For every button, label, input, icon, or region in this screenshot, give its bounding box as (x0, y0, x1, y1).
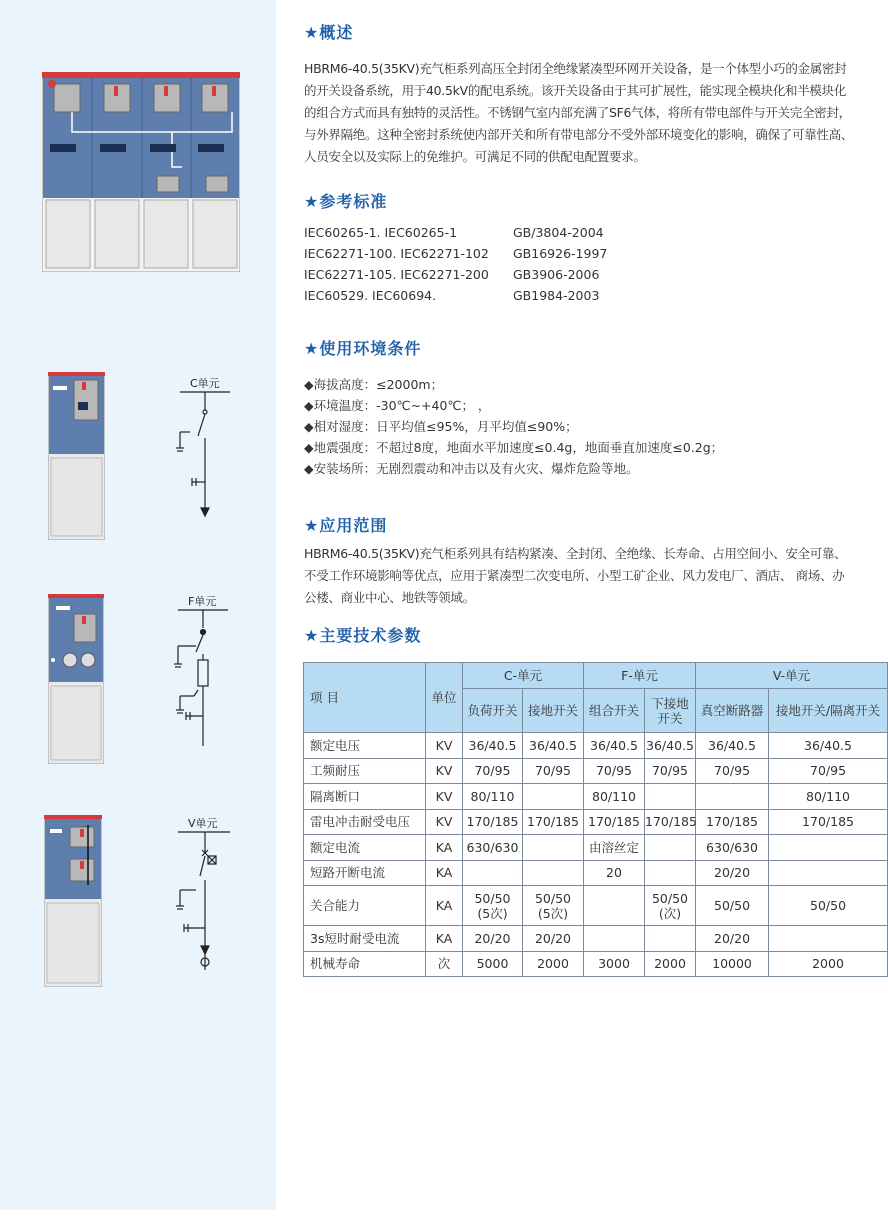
table-cell (696, 835, 769, 861)
table-cell (645, 758, 696, 784)
overview-text (304, 58, 886, 168)
cell-value: 170/185 (706, 814, 758, 830)
cell-value: 80/110 (806, 788, 850, 804)
parameters-title: ★主要技术参数 (304, 626, 422, 645)
cell-value: 630/630 (466, 839, 519, 855)
overview-line: 的组合方式而具有独特的灵活性。不锈钢气室内部充满了SF6气体，将所有带电部件与开关完全密封， (304, 105, 851, 120)
row-label: 3s短时耐受电流 (304, 926, 426, 952)
table-cell (584, 886, 645, 926)
standards-title: ★参考标准 (304, 192, 388, 211)
table-cell (645, 886, 696, 926)
environment-title: ★使用环境条件 (304, 339, 422, 358)
table-cell (463, 860, 523, 886)
table-row (304, 835, 888, 861)
cell-value: 36/40.5 (646, 737, 694, 753)
standards-list (304, 222, 704, 306)
subheader-cell: 接地开关/隔离开关 (769, 689, 888, 733)
table-cell (584, 809, 645, 835)
gb-standard: GB16926-1997 (513, 246, 608, 261)
table-cell (523, 758, 584, 784)
table-row (304, 951, 888, 977)
environment-item: ◆地震强度：不超过8度，地面水平加速度≤0.4g，地面垂直加速度≤0.2g； (304, 440, 724, 455)
table-cell (463, 835, 523, 861)
application-line: 公楼、商业中心、地铁等领域。 (304, 590, 475, 605)
header-item: 项 目 (304, 663, 426, 733)
table-cell (645, 926, 696, 952)
table-cell (584, 733, 645, 759)
header-group-f: F-单元 (584, 663, 696, 689)
cell-value: 170/185 (645, 814, 697, 830)
iec-standard: IEC60265-1. IEC60265-1 (304, 225, 458, 240)
cabinet-v-unit-image (44, 815, 102, 987)
subheader-cell: 真空断路器 (696, 689, 769, 733)
cell-value: 70/95 (595, 763, 633, 779)
table-row (304, 758, 888, 784)
cell-value: 36/40.5 (590, 737, 638, 753)
application-line: 不受工作环境影响等优点，应用于紧凑型二次变电所、小型工矿企业、风力发电厂、酒店、 商场、办 (304, 568, 845, 583)
row-unit: KA (426, 835, 463, 861)
row-label: 隔离断口 (304, 784, 426, 810)
cell-value: 36/40.5 (468, 737, 517, 753)
cell-value: 170/185 (527, 814, 579, 830)
row-label: 工频耐压 (304, 758, 426, 784)
overview-line: 人员安全以及实际上的免维护。可满足不同的供配电配置要求。 (304, 149, 646, 164)
table-cell (523, 809, 584, 835)
table-cell (696, 926, 769, 952)
cell-value: 20/20 (714, 930, 751, 946)
iec-standard: IEC60529. IEC60694. (304, 288, 437, 303)
table-cell (463, 758, 523, 784)
cell-value: 50/50 (651, 890, 689, 906)
cell-value: 70/95 (534, 763, 572, 779)
table-cell (584, 835, 645, 861)
table-cell (645, 951, 696, 977)
table-cell (645, 784, 696, 810)
cell-note: (5次) (477, 905, 508, 921)
header-group-c: C-单元 (463, 663, 584, 689)
table-header-row (304, 663, 888, 689)
table-cell (645, 809, 696, 835)
cell-value: 由溶丝定 (588, 839, 639, 855)
header-unit: 单位 (426, 663, 463, 733)
cell-value: 70/95 (651, 763, 689, 779)
header-group-v: V-单元 (696, 663, 888, 689)
row-unit: 次 (426, 951, 463, 977)
f-unit-title: F单元 (188, 595, 217, 608)
table-cell (696, 784, 769, 810)
cell-value: 36/40.5 (804, 737, 852, 753)
table-cell (696, 886, 769, 926)
standard-row (304, 285, 704, 306)
cell-value: 2000 (812, 956, 844, 972)
cell-value: 70/95 (474, 763, 511, 779)
subheader-cell: 组合开关 (584, 689, 645, 733)
row-unit: KV (426, 733, 463, 759)
table-cell (696, 860, 769, 886)
row-unit: KV (426, 758, 463, 784)
table-cell (769, 951, 888, 977)
environment-item: ◆相对湿度：日平均值≤95%，月平均值≤90%； (304, 419, 578, 434)
table-cell (584, 784, 645, 810)
cell-value: 170/185 (802, 814, 854, 830)
c-unit-title: C单元 (190, 377, 220, 390)
overview-line: HBRM6-40.5(35KV)充气柜系列高压全封闭全绝缘紧凑型环网开关设备，是一个体型小巧的金属密封 (304, 61, 847, 76)
v-unit-title: V单元 (188, 817, 218, 830)
environment-list (304, 374, 723, 479)
table-cell (584, 926, 645, 952)
cell-value: 2000 (654, 956, 686, 972)
application-text (304, 543, 886, 609)
table-cell (769, 835, 888, 861)
standard-row (304, 243, 704, 264)
table-row (304, 784, 888, 810)
table-cell (523, 784, 584, 810)
cell-value: 70/95 (714, 763, 751, 779)
cell-value: 20/20 (714, 865, 751, 881)
table-cell (463, 886, 523, 926)
cell-value: 3000 (598, 956, 630, 972)
overview-line: 与外界隔绝。这种全密封系统使内部开关和所有带电部分不受外部环境变化的影响，确保了可靠性高、 (304, 127, 854, 142)
table-cell (645, 860, 696, 886)
table-cell (645, 835, 696, 861)
subheader-cell: 下接地开关 (645, 689, 696, 733)
table-cell (645, 733, 696, 759)
cell-value: 5000 (476, 956, 509, 972)
row-label: 额定电压 (304, 733, 426, 759)
cabinet-f-unit-image (48, 594, 104, 764)
table-cell (523, 835, 584, 861)
cell-value: 80/110 (592, 788, 636, 804)
row-label: 机械寿命 (304, 951, 426, 977)
row-label: 额定电流 (304, 835, 426, 861)
table-cell (769, 886, 888, 926)
cell-value: 170/185 (588, 814, 640, 830)
table-cell (696, 758, 769, 784)
c-unit-diagram (170, 390, 230, 530)
table-cell (463, 951, 523, 977)
table-cell (584, 951, 645, 977)
environment-item: ◆安装场所：无剧烈震动和冲击以及有火灾、爆炸危险等地。 (304, 461, 639, 476)
gb-standard: GB/3804-2004 (513, 225, 604, 240)
table-cell (769, 926, 888, 952)
cell-value: 36/40.5 (708, 737, 756, 753)
row-unit: KV (426, 784, 463, 810)
table-cell (584, 860, 645, 886)
cell-note: (5次) (537, 905, 569, 921)
overview-line: 的开关设备系统，用于40.5kV的配电系统。该开关设备由于其可扩展性，能实现全模块化和半模块化 (304, 83, 847, 98)
table-row (304, 886, 888, 926)
cell-value: 630/630 (706, 839, 758, 855)
table-cell (523, 860, 584, 886)
cell-value: 20/20 (534, 930, 572, 946)
cell-value: 50/50 (534, 890, 572, 906)
table-cell (523, 926, 584, 952)
cell-value: 20 (606, 865, 622, 881)
cell-value: 50/50 (714, 898, 751, 913)
cell-value: 170/185 (466, 814, 519, 830)
cell-value: 50/50 (474, 890, 511, 906)
cell-value: 2000 (537, 956, 569, 972)
row-unit: KA (426, 860, 463, 886)
table-cell (523, 951, 584, 977)
standard-row (304, 264, 704, 285)
iec-standard: IEC62271-105. IEC62271-200 (304, 267, 489, 282)
cell-value: 20/20 (474, 930, 511, 946)
table-cell (463, 926, 523, 952)
cell-value: 70/95 (810, 763, 847, 779)
standard-row (304, 222, 704, 243)
table-cell (769, 860, 888, 886)
gb-standard: GB1984-2003 (513, 288, 600, 303)
application-title: ★应用范围 (304, 516, 388, 535)
environment-item: ◆海拔高度：≤2000m； (304, 377, 444, 392)
table-cell (769, 733, 888, 759)
cell-value: 36/40.5 (529, 737, 577, 753)
cabinet-c-unit-image (48, 372, 105, 540)
environment-item: ◆环境温度：-30℃~+40℃； ， (304, 398, 491, 413)
table-cell (584, 758, 645, 784)
table-cell (523, 733, 584, 759)
parameters-table (303, 662, 888, 977)
table-cell (696, 733, 769, 759)
row-label: 雷电冲击耐受电压 (304, 809, 426, 835)
table-cell (696, 809, 769, 835)
cabinet-4-bay-image (42, 72, 240, 272)
table-row (304, 860, 888, 886)
gb-standard: GB3906-2006 (513, 267, 600, 282)
table-row (304, 733, 888, 759)
overview-title: ★概述 (304, 23, 354, 42)
application-line: HBRM6-40.5(35KV)充气柜系列具有结构紧凑、全封闭、全绝缘、长寿命、占用空间小、安全可靠、 (304, 546, 847, 561)
table-cell (769, 809, 888, 835)
row-label: 短路开断电流 (304, 860, 426, 886)
table-cell (463, 784, 523, 810)
row-label: 关合能力 (304, 886, 426, 926)
iec-standard: IEC62271-100. IEC62271-102 (304, 246, 489, 261)
subheader-cell: 接地开关 (523, 689, 584, 733)
v-unit-diagram (170, 830, 230, 978)
table-cell (769, 784, 888, 810)
table-cell (523, 886, 584, 926)
row-unit: KA (426, 886, 463, 926)
table-cell (769, 758, 888, 784)
cell-value: 80/110 (470, 788, 515, 804)
table-row (304, 926, 888, 952)
cell-value: 50/50 (810, 898, 847, 913)
cell-note: (次) (658, 905, 682, 921)
table-cell (463, 809, 523, 835)
f-unit-diagram (168, 608, 228, 750)
row-unit: KA (426, 926, 463, 952)
table-cell (463, 733, 523, 759)
cell-value: 10000 (712, 956, 752, 972)
row-unit: KV (426, 809, 463, 835)
subheader-cell: 负荷开关 (463, 689, 523, 733)
table-row (304, 809, 888, 835)
table-cell (696, 951, 769, 977)
